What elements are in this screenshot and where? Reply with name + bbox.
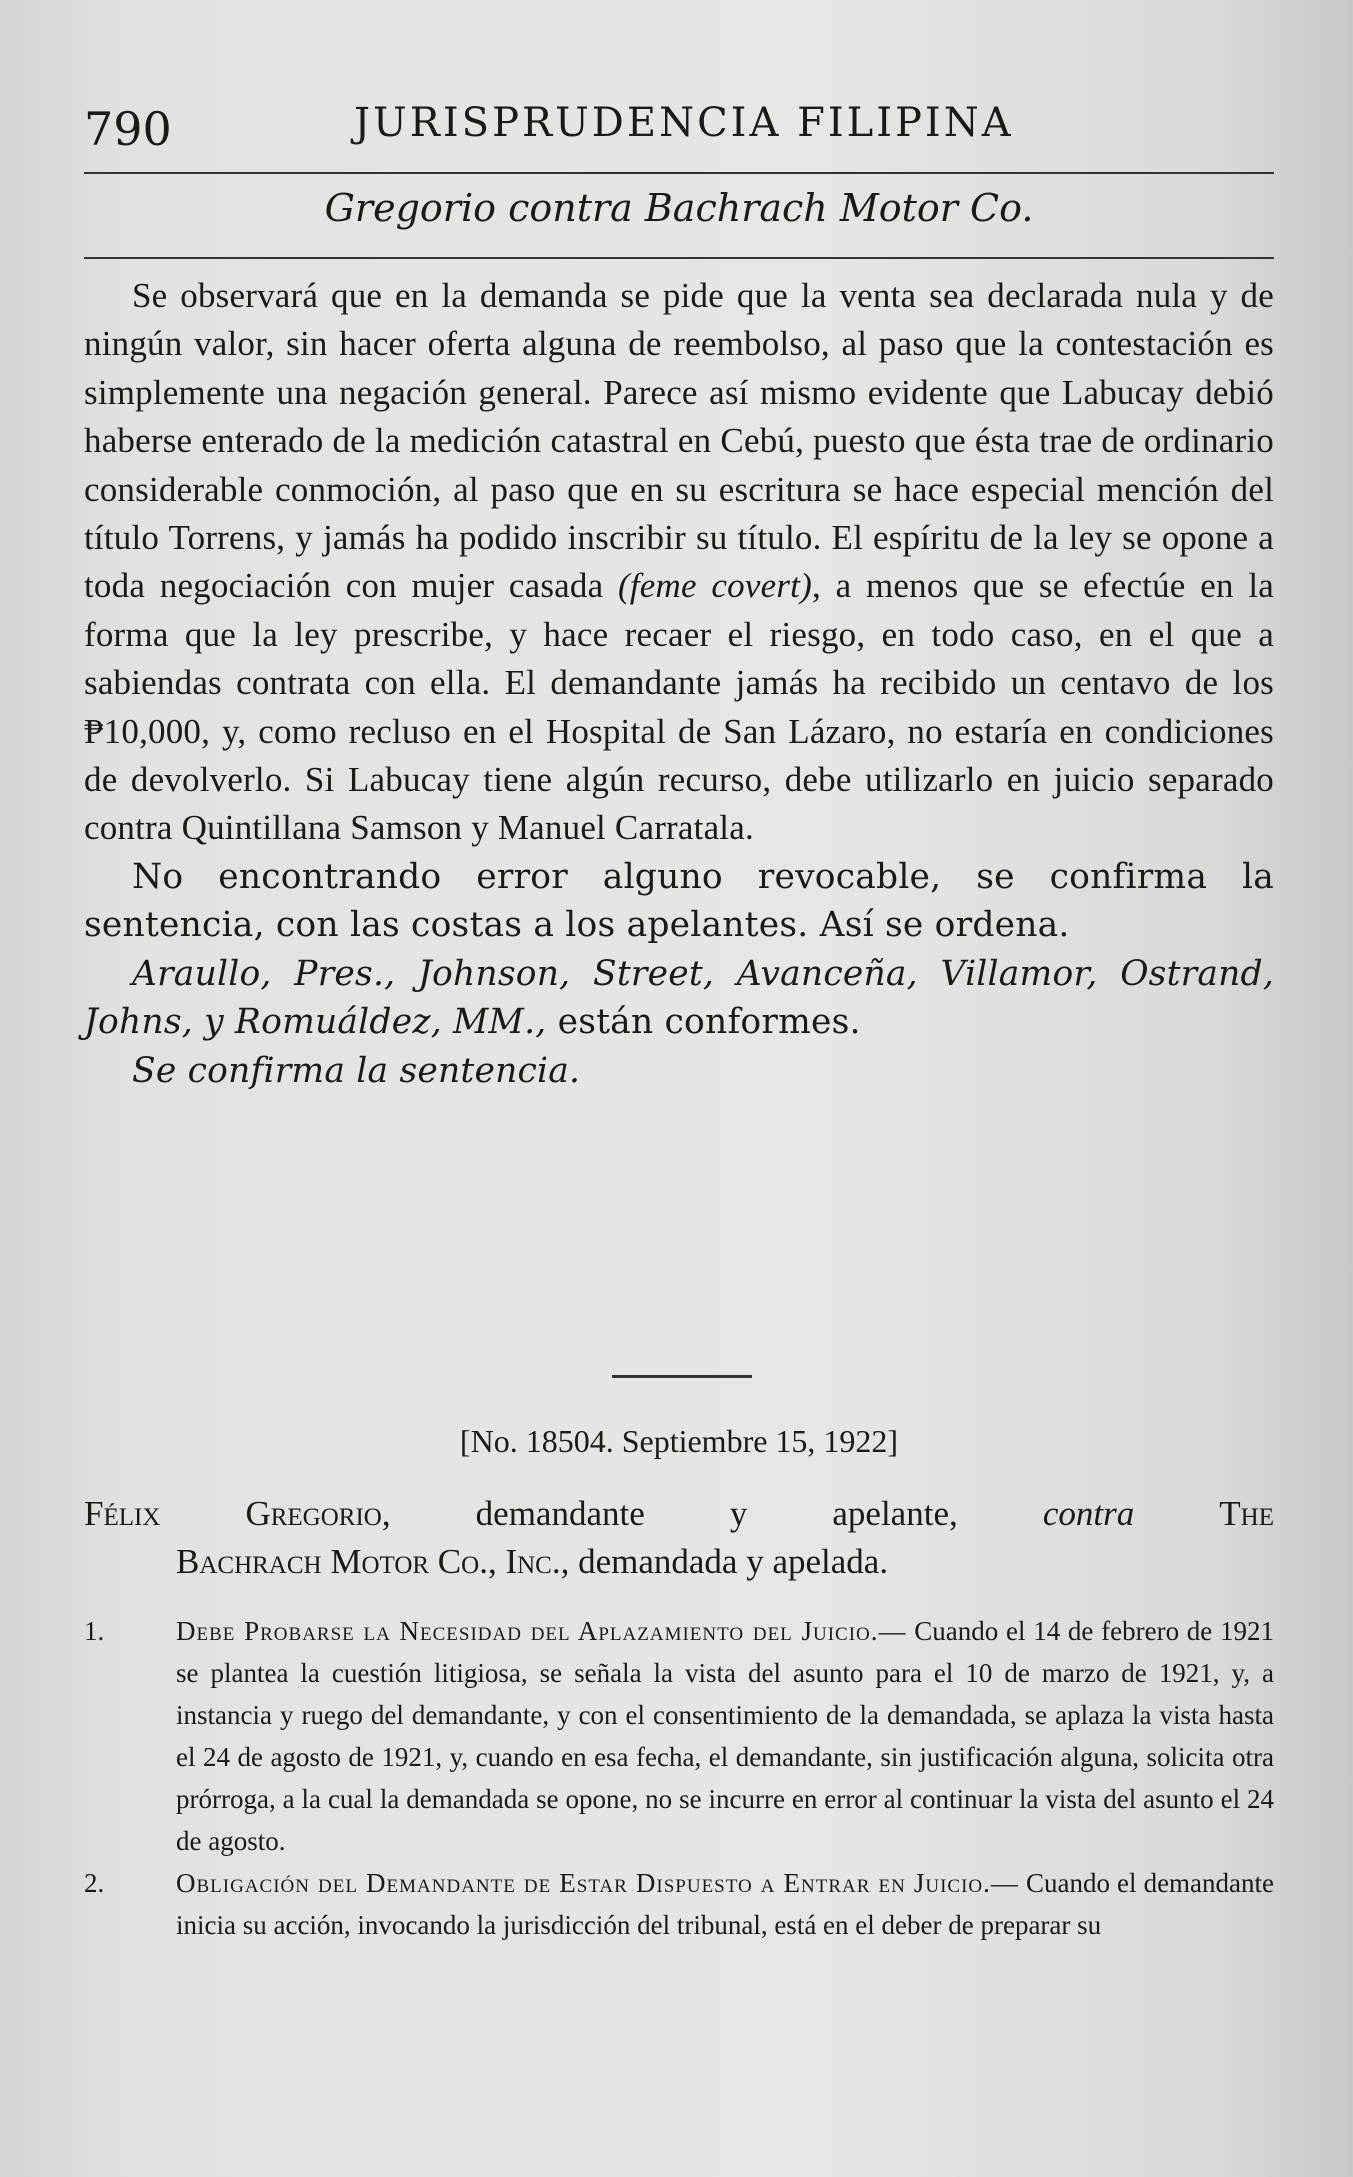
judgment-line: Se confirma la sentencia. (132, 1050, 581, 1091)
case-title (84, 1490, 1274, 1586)
syllabus-number: 2. (84, 1868, 105, 1898)
paragraph-text-continued: , a menos que se efectúe en la forma que la ley prescribe, y hace recaer el riesgo, en todo caso, en el que a sabiendas contrata con ella. El demandante jamás ha recibido un centavo de los ₱10,000, y, como recluso en el Hospital de San Lázaro, no estaría en condiciones de devolverlo. Si Labucay tiene algún recurso, debe utilizarlo en juicio separado contra Quintillana Samson y Manuel Carratala. (84, 566, 1274, 848)
page-number: 790 (84, 102, 172, 156)
case-title-line-1 (84, 1490, 1274, 1538)
paragraph-text: Se observará que en la demanda se pide que la venta sea declarada nula y de ningún valor, sin hacer oferta alguna de reembolso, al paso que la contestación es simplemente una negación general. Parece así mismo evidente que Labucay debió haberse enterado de la medición catastral en Cebú, puesto que ésta trae de ordinario considerable conmoción, al paso que en su escritura se hace especial mención del título Torrens, y jamás ha podido inscribir su título. El espíritu de la ley se opone a toda negociación con mujer casada (84, 276, 1274, 606)
syllabus-text: Cuando el 14 de febrero de 1921 se plantea la cuestión litigiosa, se señala la vista del asunto para el 10 de marzo de 1921, y, a instancia y ruego del demandante, y con el consentimiento de la demandada, se aplaza la vista hasta el 24 de agosto de 1921, y, cuando en esa fecha, el demandante, sin justificación alguna, solicita otra prórroga, a la cual la demandada se opone, no se incurre en error al continuar la vista del asunto el 24 de agosto. (176, 1616, 1274, 1856)
defendant-article: The (1219, 1494, 1274, 1533)
disposition-paragraph: No encontrando error alguno revocable, se confirma la sentencia, con las costas a los apelantes. Así se ordena. (84, 856, 1274, 946)
page-header (84, 92, 1274, 172)
syllabus-item (84, 1862, 1274, 1946)
plaintiff-name: Félix Gregorio (84, 1494, 382, 1533)
latin-term: (feme covert) (618, 566, 812, 606)
concurrence-text: están conformes. (546, 1002, 861, 1043)
running-title: JURISPRUDENCIA FILIPINA (354, 100, 1014, 146)
subtitle-rule (84, 257, 1274, 259)
contra-word: contra (1042, 1494, 1135, 1533)
syllabus-heading: Obligación del Demandante de Estar Dispuesto a Entrar en Juicio.— (176, 1868, 1019, 1898)
syllabus-number: 1. (84, 1616, 105, 1646)
opinion-paragraph (84, 272, 1274, 853)
defendant-name: Bachrach Motor Co., Inc. (176, 1542, 561, 1581)
case-number: [No. 18504. Septiembre 15, 1922] (459, 1423, 899, 1459)
syllabus (84, 1610, 1274, 1946)
header-rule (84, 172, 1274, 174)
case-title-line-2 (84, 1538, 1274, 1586)
syllabus-item (84, 1610, 1274, 1862)
plaintiff-role: , demandante y apelante, (381, 1494, 1043, 1533)
defendant-role: , demandada y apelada. (560, 1542, 889, 1581)
syllabus-text: Cuando el demandante inicia su acción, invocando la jurisdicción del tribunal, está en el deber de preparar su (176, 1868, 1275, 1940)
case-subtitle: Gregorio contra Bachrach Motor Co. (324, 186, 1034, 230)
section-separator (612, 1375, 752, 1378)
concurrence-paragraph (84, 950, 1274, 1047)
syllabus-heading: Debe Probarse la Necesidad del Aplazamiento del Juicio.— (176, 1616, 907, 1646)
opinion-body (84, 272, 1274, 1095)
justices-list: Araullo, Pres., Johnson, Street, Avanceña, Villamor, Ostrand, Johns, y Romuáldez, MM., (84, 953, 1274, 1043)
